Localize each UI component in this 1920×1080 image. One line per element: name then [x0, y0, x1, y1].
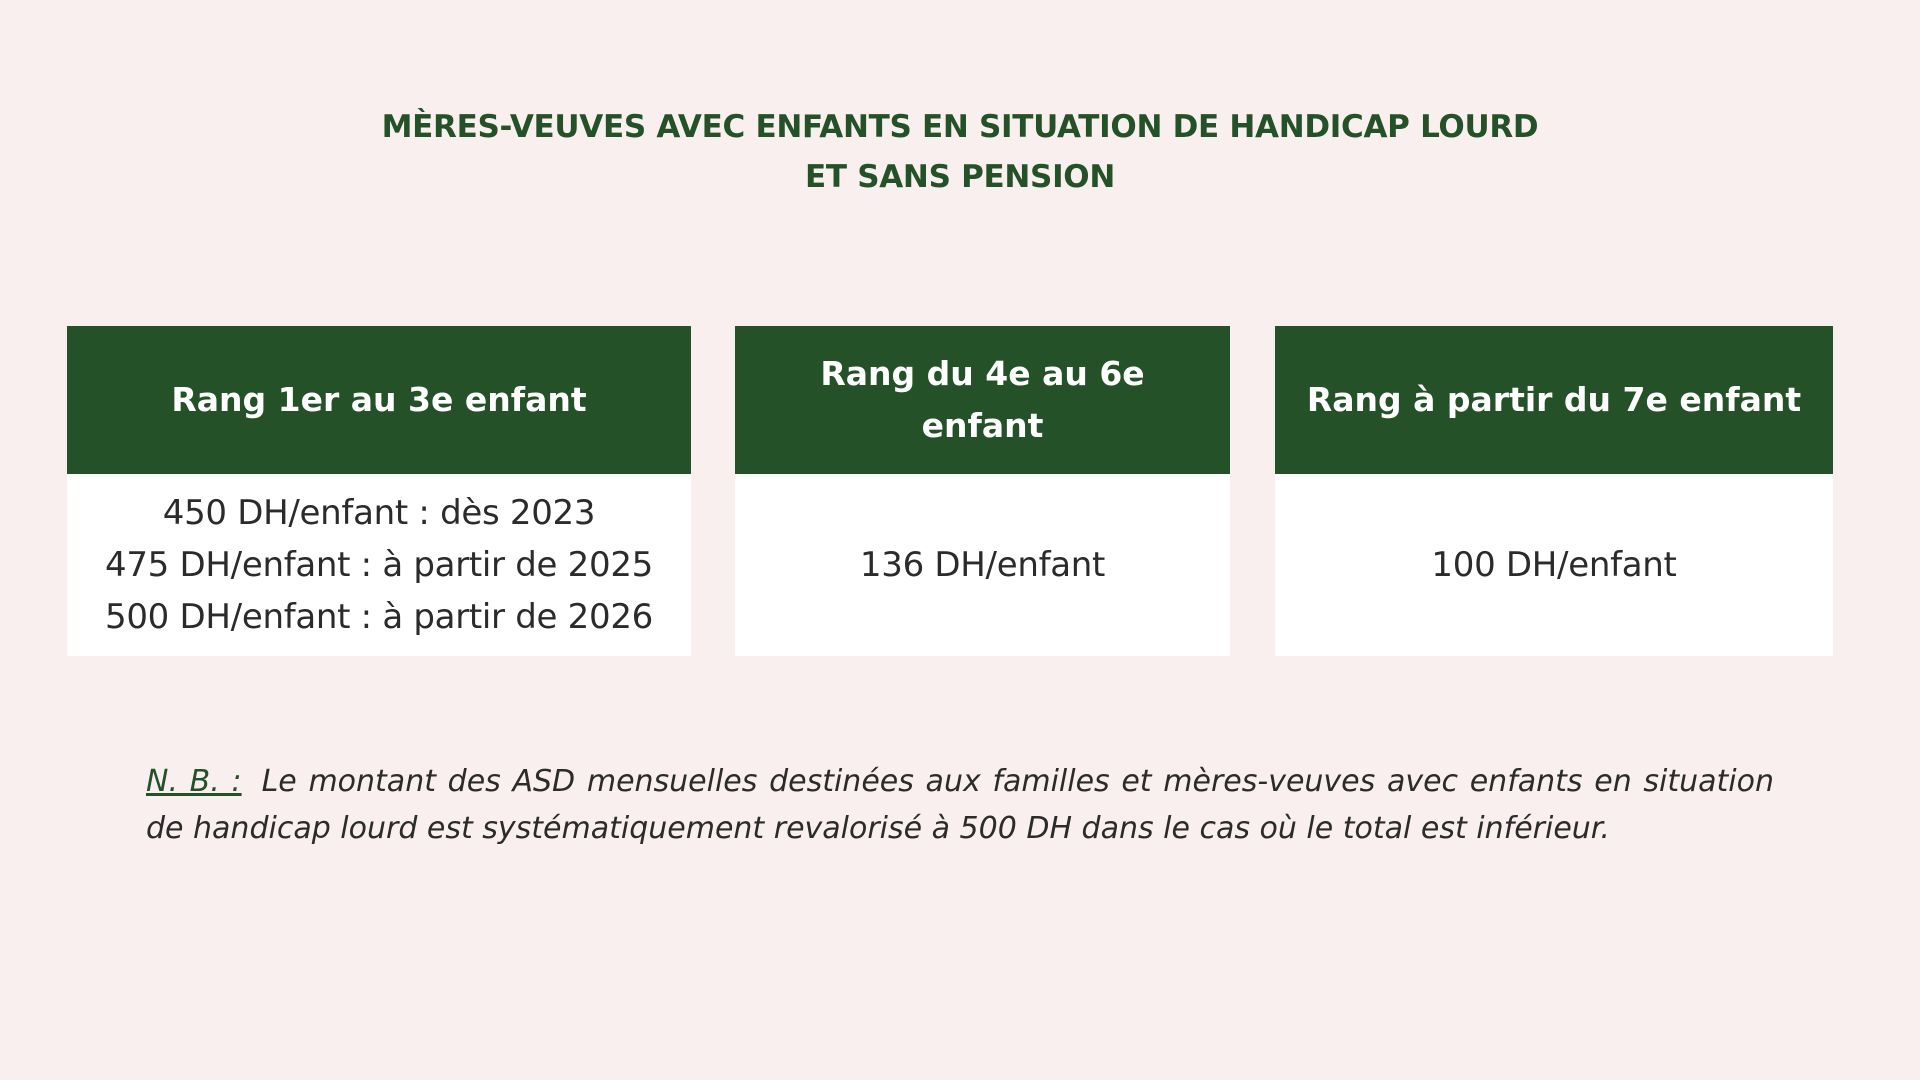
rank-4-to-6-value: 136 DH/enfant [859, 545, 1106, 585]
rank-4-to-6-card [735, 326, 1230, 656]
rank-1-to-3-card [67, 326, 691, 656]
rank-7-plus-card [1275, 326, 1833, 656]
page-title-line-2: ET SANS PENSION [805, 159, 1115, 195]
rank-4-to-6-values [735, 474, 1230, 656]
rank-1-to-3-value-2026: 500 DH/enfant : à partir de 2026 [105, 597, 653, 637]
nb-text: Le montant des ASD mensuelles destinées aux familles et mères-veuves avec enfants en situation de handicap lourd est systématiquement revalorisé à 500 DH dans le cas où le total est inférieur. [146, 764, 1774, 846]
rank-4-to-6-header-line-1: Rang du 4e au 6e [820, 354, 1145, 393]
rank-1-to-3-values [67, 474, 691, 656]
rank-7-plus-value: 100 DH/enfant [1431, 545, 1677, 585]
nb-label: N. B. : [146, 764, 242, 799]
rank-4-to-6-header [735, 326, 1230, 474]
rank-4-to-6-header-line-2: enfant [921, 406, 1044, 445]
nb-note [146, 758, 1774, 852]
rank-7-plus-values [1275, 474, 1833, 656]
rank-1-to-3-header: Rang 1er au 3e enfant [67, 326, 691, 474]
rank-1-to-3-value-2023: 450 DH/enfant : dès 2023 [162, 493, 596, 533]
rank-1-to-3-value-2025: 475 DH/enfant : à partir de 2025 [105, 545, 653, 585]
page-title-line-1: MÈRES-VEUVES AVEC ENFANTS EN SITUATION DE HANDICAP LOURD [381, 109, 1539, 145]
rank-7-plus-header: Rang à partir du 7e enfant [1275, 326, 1833, 474]
page-title [0, 102, 1920, 202]
